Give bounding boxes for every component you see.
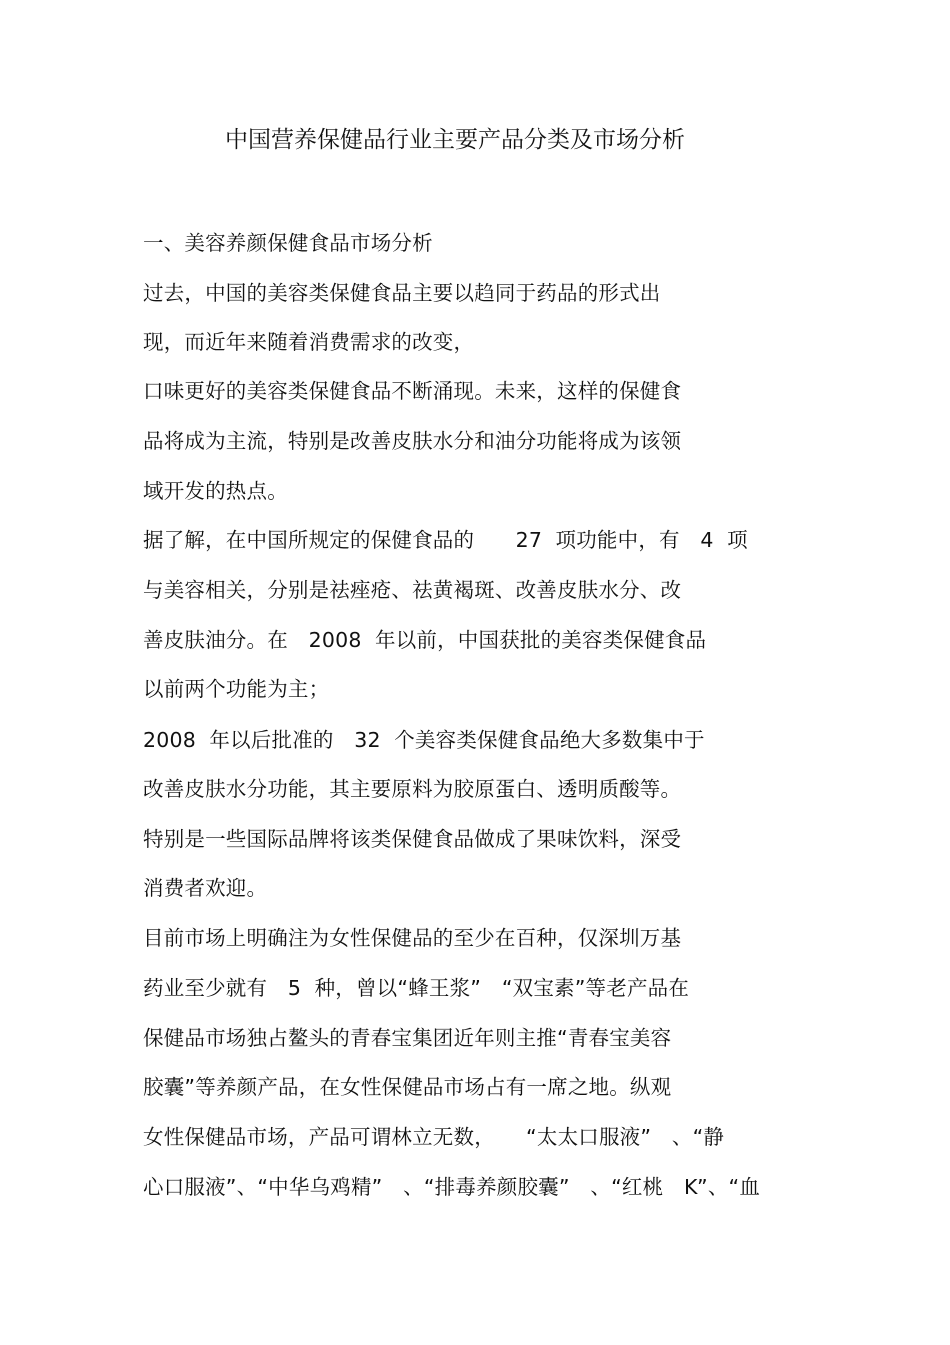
paragraph-line: 目前市场上明确注为女性保健品的至少在百种，仅深圳万基 [143,926,682,950]
paragraph-line: 过去，中国的美容类保健食品主要以趋同于药品的形式出 [143,281,661,305]
paragraph-line: 域开发的热点。 [143,479,288,503]
paragraph-line: 药业至少就有 5 种，曾以“蜂王浆” “双宝素”等老产品在 [143,976,690,1000]
paragraph-line: 胶囊”等养颜产品，在女性保健品市场占有一席之地。纵观 [143,1075,672,1099]
paragraph-line: 以前两个功能为主； [143,677,330,701]
paragraph-line: 女性保健品市场，产品可谓林立无数， “太太口服液” 、“静 [143,1125,725,1149]
title-text: 中国营养保健品行业主要产品分类及市场分析 [225,127,685,153]
paragraph-line: 品将成为主流，特别是改善皮肤水分和油分功能将成为该领 [143,429,682,453]
paragraph-line: 消费者欢迎。 [143,876,268,900]
paragraph-line: 据了解，在中国所规定的保健食品的 27 项功能中，有 4 项 [143,528,748,552]
section-heading: 一、美容养颜保健食品市场分析 [143,231,433,255]
paragraph-line: 心口服液”、“中华乌鸡精” 、“排毒养颜胶囊” 、“红桃 K”、“血 [143,1175,761,1199]
paragraph-line: 与美容相关，分别是祛痤疮、祛黄褐斑、改善皮肤水分、改 [143,578,682,602]
document-title [0,122,910,158]
paragraph-line: 特别是一些国际品牌将该类保健食品做成了果味饮料，深受 [143,827,682,851]
paragraph-line: 2008 年以后批准的 32 个美容类保健食品绝大多数集中于 [143,728,705,752]
paragraph-line: 口味更好的美容类保健食品不断涌现。未来，这样的保健食 [143,379,682,403]
paragraph-line: 善皮肤油分。在 2008 年以前，中国获批的美容类保健食品 [143,628,707,652]
paragraph-line: 改善皮肤水分功能，其主要原料为胶原蛋白、透明质酸等。 [143,777,682,801]
paragraph-line: 保健品市场独占鳌头的青春宝集团近年则主推“青春宝美容 [143,1026,672,1050]
paragraph-line: 现，而近年来随着消费需求的改变， [143,330,475,354]
